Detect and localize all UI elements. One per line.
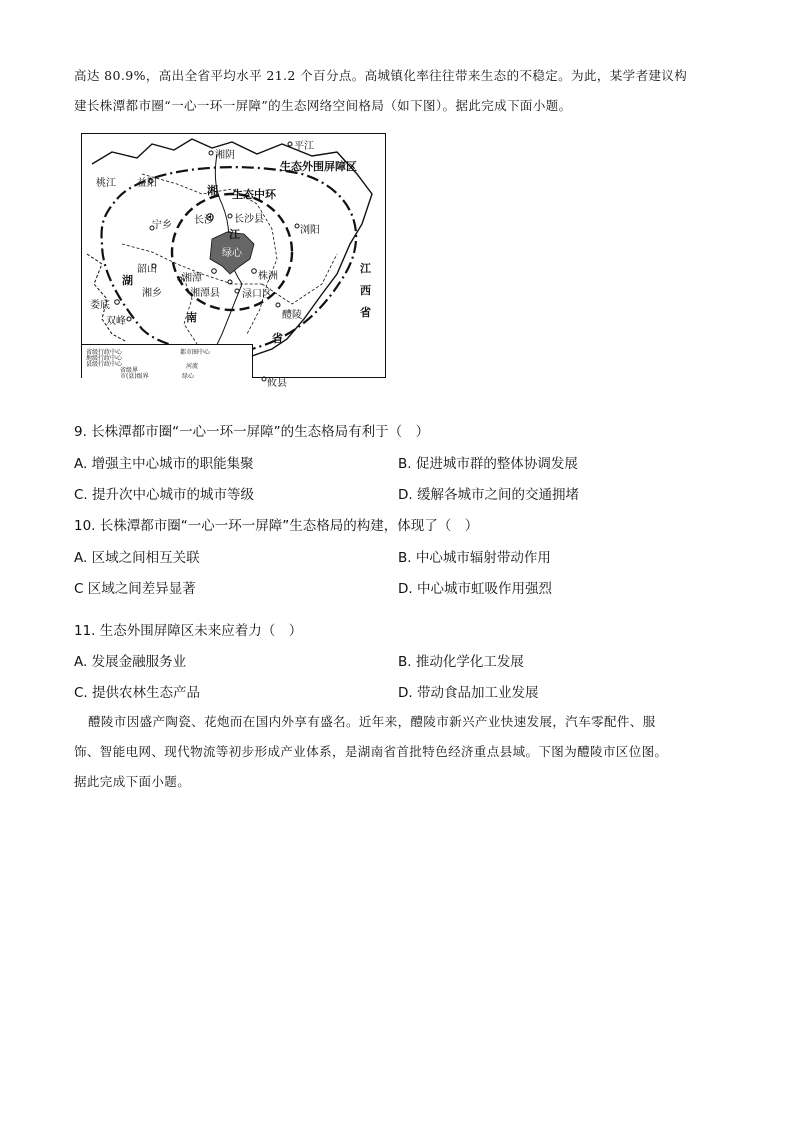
- label-xiang: 湘: [207, 184, 218, 197]
- label-shaoshan: 韶山: [137, 264, 157, 275]
- q9-option-c[interactable]: C. 提升次中心城市的城市等级: [74, 487, 255, 503]
- legend-river: 河流: [186, 363, 199, 370]
- q9-option-a[interactable]: A. 增强主中心城市的职能集聚: [74, 456, 254, 472]
- label-taojiang: 桃江: [96, 178, 116, 189]
- q11-option-a[interactable]: A. 发展金融服务业: [74, 654, 187, 670]
- legend-provincial-center: 省级行政中心: [86, 349, 123, 356]
- q9-option-d[interactable]: D. 缓解各城市之间的交通拥堵: [398, 487, 579, 503]
- label-jiang: 江: [229, 228, 240, 241]
- intro-line-1: 高达 80.9%，高出全省平均水平 21.2 个百分点。高城镇化率往往带来生态的不稳定。为此，某学者建议构: [74, 68, 688, 83]
- label-jiangxi-1: 江: [360, 262, 371, 275]
- q11-option-c[interactable]: C. 提供农林生态产品: [74, 685, 201, 701]
- legend-county-center: 县级行政中心: [86, 361, 123, 368]
- legend-metro-circle: 都市圈中心: [180, 349, 211, 356]
- question-9-stem: 9. 长株潭都市圈“一心一环一屏障”的生态格局有利于（ ）: [74, 424, 430, 440]
- label-changsha: 长沙: [194, 215, 214, 226]
- outro-line-3: 据此完成下面小题。: [74, 774, 191, 789]
- label-xiangxiang: 湘乡: [142, 288, 162, 299]
- q10-option-d[interactable]: D. 中心城市虹吸作用强烈: [398, 581, 552, 597]
- legend-green-heart: 绿心: [182, 373, 195, 380]
- label-loudi: 娄底: [90, 300, 110, 311]
- label-middle-ring: 生态中环: [232, 188, 276, 201]
- question-11-stem: 11. 生态外围屏障区未来应着力（ ）: [74, 623, 303, 639]
- label-xiangtanxian: 湘潭县: [190, 288, 220, 299]
- question-10-stem: 10. 长株潭都市圈“一心一环一屏障”生态格局的构建，体现了（ ）: [74, 518, 479, 534]
- outro-line-2: 饰、智能电网、现代物流等初步形成产业体系，是湖南省首批特色经济重点县域。下图为醴陵市区位图。: [74, 744, 668, 759]
- label-nan: 南: [186, 311, 197, 324]
- q10-option-c[interactable]: C 区域之间差异显著: [74, 581, 196, 597]
- label-lvxin: 绿心: [222, 248, 242, 259]
- label-jiangxi-3: 省: [360, 306, 371, 319]
- q9-option-b[interactable]: B. 促进城市群的整体协调发展: [398, 456, 578, 472]
- outro-line-1: 醴陵市因盛产陶瓷、花炮而在国内外享有盛名。近年来，醴陵市新兴产业快速发展，汽车零配件、服: [88, 714, 656, 729]
- label-liuyang: 浏阳: [300, 225, 320, 236]
- label-changshaxian: 长沙县: [234, 214, 264, 225]
- legend-province-border: 省级界: [120, 367, 139, 374]
- map-legend: [82, 344, 253, 378]
- label-jiangxi-2: 西: [360, 284, 371, 297]
- label-shuangfeng: 双峰: [106, 316, 126, 327]
- q11-option-d[interactable]: D. 带动食品加工业发展: [398, 685, 539, 701]
- label-xiangyin: 湘阴: [215, 150, 235, 161]
- label-sheng: 省: [272, 332, 283, 345]
- ecology-network-map: [81, 133, 386, 389]
- intro-line-2: 建长株潭都市圈“一心一环一屏障”的生态网络空间格局（如下图）。据此完成下面小题。: [74, 98, 572, 113]
- label-liling: 醴陵: [282, 310, 302, 321]
- label-yiyang: 益阳: [137, 178, 157, 189]
- legend-city-county-border: 市(县)级界: [120, 373, 149, 380]
- label-zhuzhou: 株洲: [258, 271, 278, 282]
- label-youxian: 攸县: [267, 378, 287, 389]
- label-pingjiang: 平江: [294, 141, 314, 152]
- q11-option-b[interactable]: B. 推动化学化工发展: [398, 654, 524, 670]
- q10-option-a[interactable]: A. 区域之间相互关联: [74, 550, 200, 566]
- legend-prefecture-center: 地级行政中心: [86, 355, 123, 362]
- label-hu: 湖: [122, 274, 133, 287]
- q10-option-b[interactable]: B. 中心城市辐射带动作用: [398, 550, 551, 566]
- label-ningxiang: 宁乡: [152, 220, 172, 231]
- label-outer-ring: 生态外围屏障区: [280, 160, 357, 173]
- label-lukou: 渌口区: [242, 289, 272, 300]
- label-xiangtan: 湘潭: [182, 273, 202, 284]
